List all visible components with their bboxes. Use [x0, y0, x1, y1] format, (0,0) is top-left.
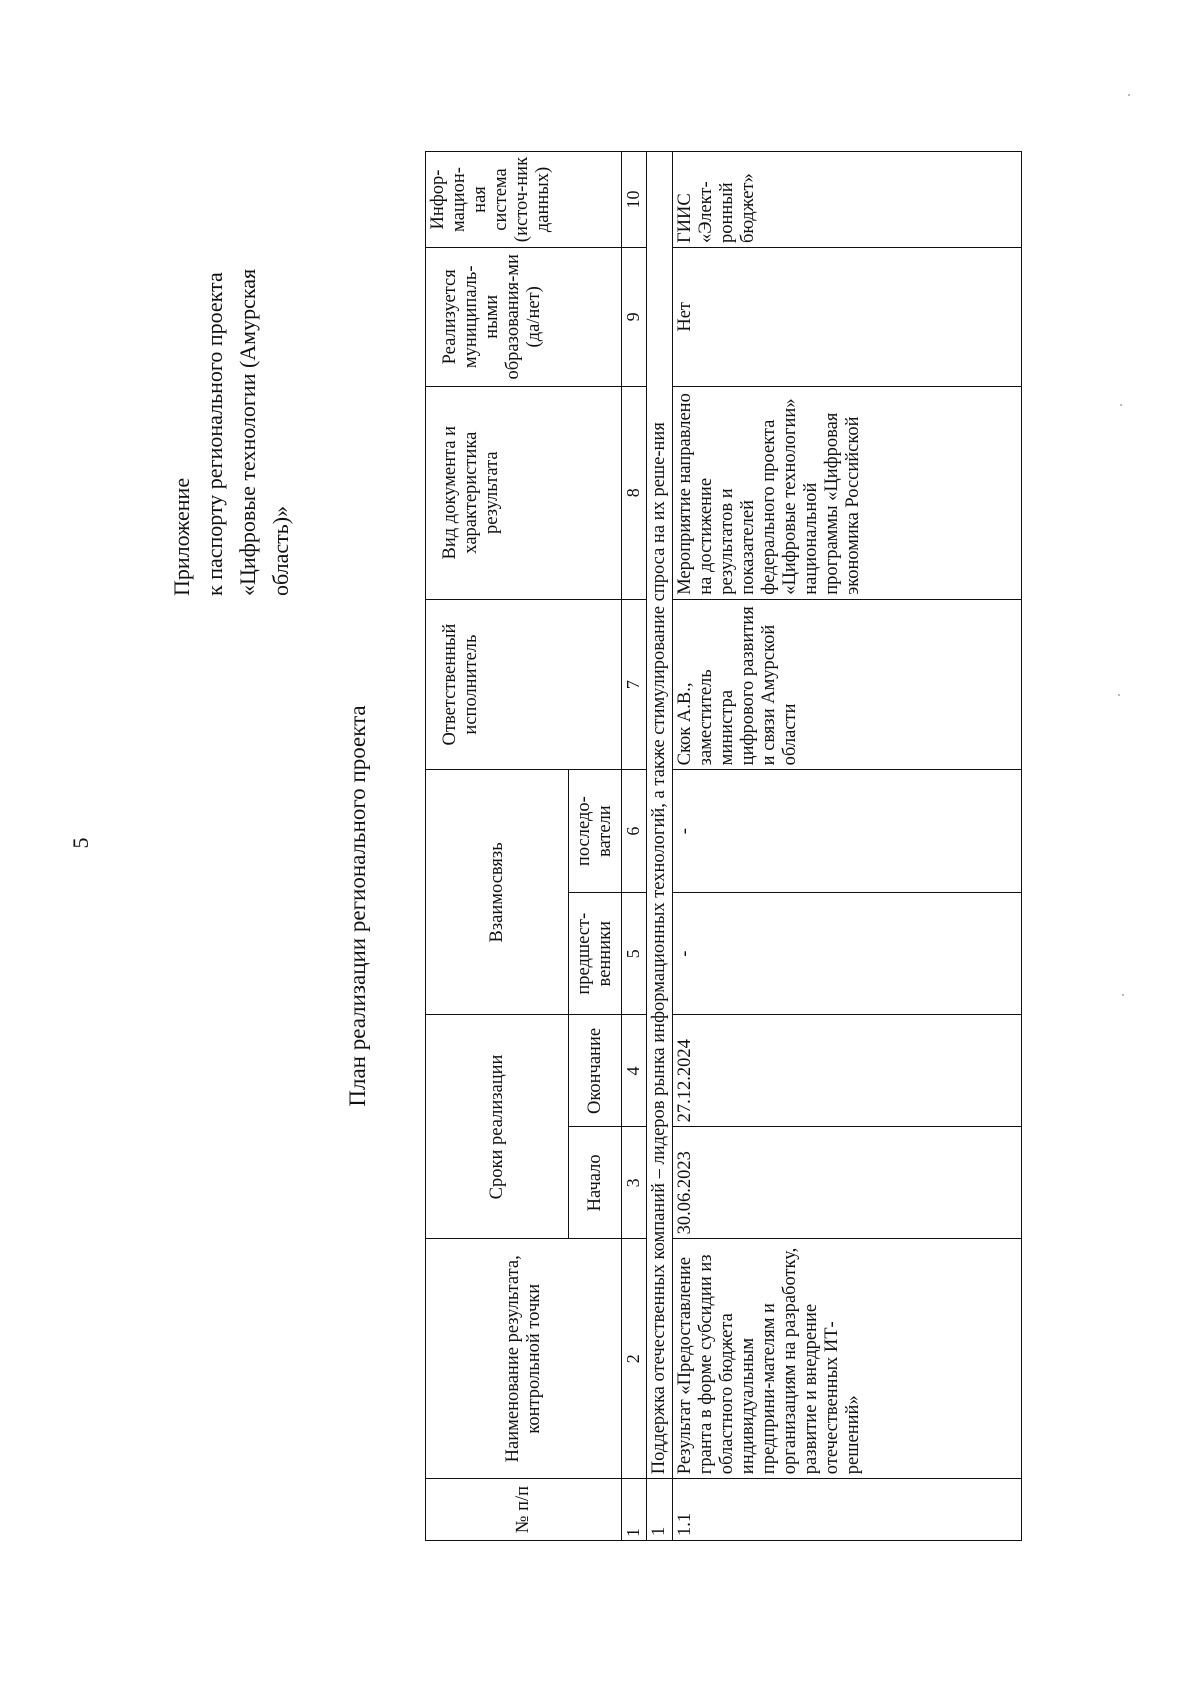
section-number: 1	[647, 1479, 673, 1541]
header-pred: предшест-венники	[569, 892, 622, 1015]
header-link: Взаимосвязь	[426, 770, 569, 1015]
table-row	[673, 152, 1022, 1541]
appendix-block	[165, 36, 297, 596]
row-end-date: 27.12.2024	[673, 1015, 1022, 1127]
header-resp: Ответственный исполнитель	[426, 599, 622, 770]
column-number-row	[622, 152, 647, 1541]
column-number: 7	[622, 599, 647, 770]
header-terms: Сроки реализации	[426, 1015, 569, 1239]
row-number: 1.1	[673, 1479, 1022, 1541]
column-number: 10	[622, 152, 647, 248]
row-start-date: 30.06.2023	[673, 1127, 1022, 1239]
plan-title: План реализации регионального проекта	[345, 705, 370, 1107]
row-predecessors: -	[673, 892, 1022, 1015]
column-number: 1	[622, 1479, 647, 1541]
header-succ: последо-ватели	[569, 770, 622, 893]
scan-speckle	[1128, 94, 1130, 96]
plan-table	[425, 151, 1022, 1541]
scan-speckle	[1120, 404, 1122, 406]
page-number: 5	[68, 837, 93, 849]
column-number: 5	[622, 892, 647, 1015]
header-start: Начало	[569, 1127, 622, 1239]
header-mun: Реализуется муниципаль-ными образования-ми (да/нет)	[426, 248, 622, 387]
row-info-system: ГИИС «Элект-ронный бюджет»	[673, 152, 1022, 248]
row-document: Мероприятие направлено на достижение результатов и показателей федерального проекта «Цифровые технологии» национальной программы «Цифровая экономика Российской	[673, 386, 1022, 599]
row-municipal: Нет	[673, 248, 1022, 387]
header-num: № п/п	[426, 1479, 622, 1541]
appendix-line: Приложение	[169, 477, 194, 596]
appendix-line: область)»	[268, 505, 293, 596]
column-number: 8	[622, 386, 647, 599]
header-end: Окончание	[569, 1015, 622, 1127]
column-number: 4	[622, 1015, 647, 1127]
section-row	[647, 152, 673, 1541]
appendix-line: «Цифровые технологии (Амурская	[235, 268, 260, 596]
column-number: 3	[622, 1127, 647, 1239]
scan-speckle	[1118, 694, 1120, 696]
column-number: 2	[622, 1239, 647, 1479]
row-responsible: Скок А.В., заместитель министра цифрового развития и связи Амурской области	[673, 599, 1022, 770]
row-result-name: Результат «Предоставление гранта в форме субсидии из областного бюджета индивидуальным предприни-мателям и организациям на разработку, развитие и внедрение отечественных ИТ-решений»	[673, 1239, 1022, 1479]
header-name: Наименование результата, контрольной точки	[426, 1239, 622, 1479]
row-successors: -	[673, 770, 1022, 893]
column-number: 9	[622, 248, 647, 387]
header-info: Инфор-мацион-ная система (источ-ник данных)	[426, 152, 622, 248]
scan-speckle	[1122, 994, 1124, 996]
column-number: 6	[622, 770, 647, 893]
header-row	[426, 152, 569, 1541]
header-doc: Вид документа и характеристика результата	[426, 386, 622, 599]
section-title: Поддержка отечественных компаний – лидеров рынка информационных технологий, а также стимулирование спроса на их реше-ния	[647, 152, 673, 1479]
appendix-line: к паспорту регионального проекта	[202, 272, 227, 596]
